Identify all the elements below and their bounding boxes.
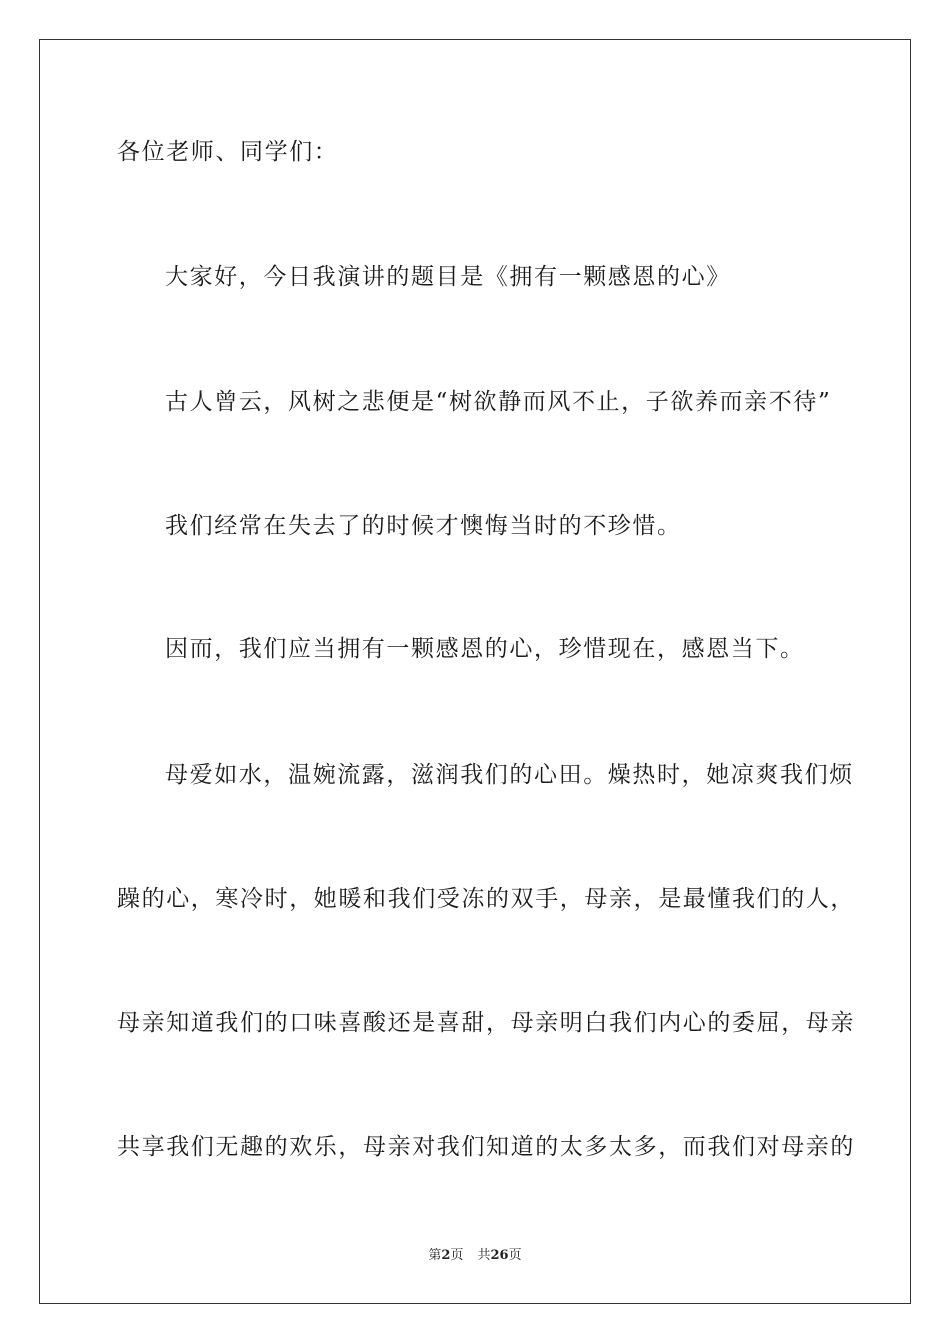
paragraph-line: 大家好，今日我演讲的题目是《拥有一颗感恩的心》 <box>165 264 731 290</box>
paragraph-line: 因而，我们应当拥有一颗感恩的心，珍惜现在，感恩当下。 <box>165 636 805 662</box>
page-border <box>39 39 911 1304</box>
paragraph-line: 我们经常在失去了的时候才懊悔当时的不珍惜。 <box>165 513 682 539</box>
paragraph-line: 母爱如水，温婉流露，滋润我们的心田。燥热时，她凉爽我们烦 <box>165 762 854 788</box>
total-prefix: 共 <box>477 1248 491 1263</box>
page-footer <box>0 1247 950 1265</box>
paragraph-line: 躁的心，寒冷时，她暖和我们受冻的双手，母亲，是最懂我们的人， <box>117 886 855 912</box>
paragraph-line: 古人曾云，风树之悲便是“树欲静而风不止，子欲养而亲不待” <box>165 389 832 415</box>
total-pages: 26 <box>490 1248 509 1263</box>
page-prefix: 第 <box>428 1248 442 1263</box>
paragraph-line: 共享我们无趣的欢乐，母亲对我们知道的太多太多，而我们对母亲的 <box>117 1134 855 1160</box>
paragraph-line: 母亲知道我们的口味喜酸还是喜甜，母亲明白我们内心的委屈，母亲 <box>117 1010 855 1036</box>
page-number: 2 <box>441 1248 451 1263</box>
total-suffix: 页 <box>508 1248 522 1263</box>
page-suffix: 页 <box>450 1248 464 1263</box>
salutation-line: 各位老师、同学们： <box>117 139 339 165</box>
